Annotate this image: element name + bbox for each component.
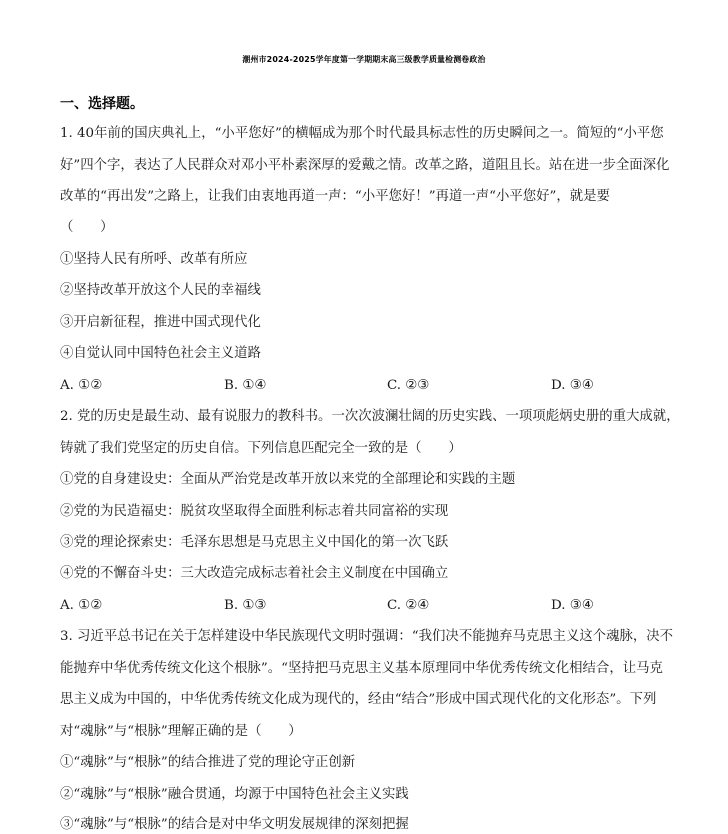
option-c[interactable]: C. ②④ xyxy=(387,598,430,613)
option-d[interactable]: D. ③④ xyxy=(551,378,594,393)
question-2-item-1: ①党的自身建设史：全面从严治党是改革开放以来党的全部理论和实践的主题 xyxy=(60,472,516,487)
section-heading: 一、选择题。 xyxy=(60,96,144,112)
page-title: 潮州市2024-2025学年度第一学期期末高三级教学质量检测卷政治 xyxy=(242,55,486,64)
option-c[interactable]: C. ②③ xyxy=(387,378,430,393)
question-3-line-4: 对“魂脉”与“根脉”理解正确的是（ ） xyxy=(60,724,302,739)
question-1-item-2: ②坚持改革开放这个人民的幸福线 xyxy=(60,283,261,298)
question-2-options xyxy=(60,597,660,615)
question-1-line-2: 好”四个字，表达了人民群众对邓小平朴素深厚的爱戴之情。改革之路，道阻且长。站在进一步全面深化 xyxy=(60,158,670,173)
option-a[interactable]: A. ①② xyxy=(60,598,103,613)
question-3-line-3: 思主义成为中国的，中华优秀传统文化成为现代的，经由“结合”形成中国式现代化的文化形态”。下列 xyxy=(60,692,657,707)
question-3-line-1: 3. 习近平总书记在关于怎样建设中华民族现代文明时强调：“我们决不能抛弃马克思主义这个魂脉，决不 xyxy=(60,629,674,644)
option-b[interactable]: B. ①④ xyxy=(224,378,267,393)
option-a[interactable]: A. ①② xyxy=(60,378,103,393)
question-3-item-3: ③“魂脉”与“根脉”的结合是对中华文明发展规律的深刻把握 xyxy=(60,817,409,832)
question-1-line-1: 1. 40年前的国庆典礼上，“小平您好”的横幅成为那个时代最具标志性的历史瞬间之一。简短的“小平您 xyxy=(60,126,664,141)
question-1-item-1: ①坚持人民有所呼、改革有所应 xyxy=(60,252,248,267)
question-2-item-2: ②党的为民造福史：脱贫攻坚取得全面胜利标志着共同富裕的实现 xyxy=(60,504,449,519)
question-1-options xyxy=(60,377,660,395)
question-3-item-1: ①“魂脉”与“根脉”的结合推进了党的理论守正创新 xyxy=(60,755,356,770)
question-3-item-2: ②“魂脉”与“根脉”融合贯通，均源于中国特色社会主义实践 xyxy=(60,787,409,802)
option-d[interactable]: D. ③④ xyxy=(551,598,594,613)
question-1-line-3: 改革的“再出发”之路上，让我们由衷地再道一声：“小平您好！”再道一声“小平您好”，就是要 xyxy=(60,189,610,204)
question-3-line-2: 能抛弃中华优秀传统文化这个根脉”。“坚持把马克思主义基本原理同中华优秀传统文化相结合，让马克 xyxy=(60,661,663,676)
question-2-line-1: 2. 党的历史是最生动、最有说服力的教科书。一次次波澜壮阔的历史实践、一项项彪炳史册的重大成就， xyxy=(60,409,680,424)
question-2-line-2: 铸就了我们党坚定的历史自信。下列信息匹配完全一致的是（ ） xyxy=(60,441,462,456)
question-1-line-4: （ ） xyxy=(60,220,114,235)
question-2-item-3: ③党的理论探索史：毛泽东思想是马克思主义中国化的第一次飞跃 xyxy=(60,535,449,550)
question-1-item-3: ③开启新征程，推进中国式现代化 xyxy=(60,315,261,330)
option-b[interactable]: B. ①③ xyxy=(224,598,267,613)
question-2-item-4: ④党的不懈奋斗史：三大改造完成标志着社会主义制度在中国确立 xyxy=(60,566,449,581)
question-1-item-4: ④自觉认同中国特色社会主义道路 xyxy=(60,346,261,361)
